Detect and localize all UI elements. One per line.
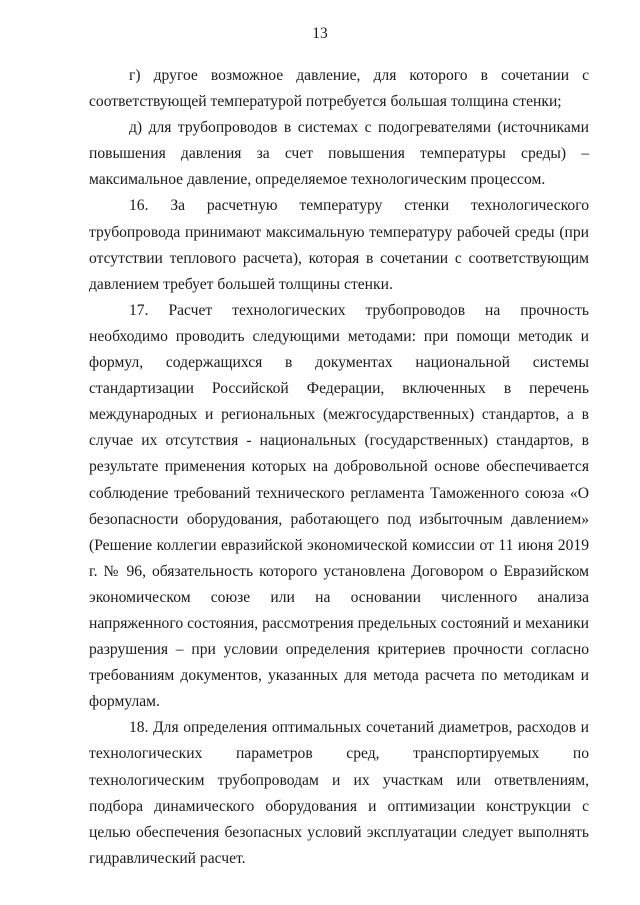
paragraph-17: 17. Расчет технологических трубопроводов на прочность необходимо проводить следующими методами: при помощи методик и формул, содержащихся в документах национальной системы стандартизации Российской Федерации, включенных в перечень международных и региональных (межгосударственных) стандартов, а в случае их отсутствия - национальных (государственных) стандартов, в результате применения которых на добровольной основе обеспечивается соблюдение требований технического регламента Таможенного союза «О безопасности оборудования, работающего под избыточным давлением» (Решение коллегии евразийской экономической комиссии от 11 июня 2019 г. № 96, обязательность которого установлена Договором о Евразийском экономическом союзе или на основании численного анализа напряженного состояния, рассмотрения предельных состояний и механики разрушения – при условии определения критериев прочности согласно требованиям документов, указанных для метода расчета по методикам и формулам. [89,301,589,711]
paragraph-item-g: г) другое возможное давление, для которого в сочетании с соответствующей температурой потребуется большая толщина стенки; [89,67,589,111]
paragraph-item-d: д) для трубопроводов в системах с подогревателями (источниками повышения давления за счет повышения температуры среды) – максимальное давление, определяемое технологическим процессом. [89,119,589,189]
document-body [89,63,589,872]
paragraph-18: 18. Для определения оптимальных сочетаний диаметров, расходов и технологических параметров сред, транспортируемых по технологическим трубопроводам и их участкам или ответвлениям, подбора динамического оборудования и оптимизации конструкции с целью обеспечения безопасных условий эксплуатации следует выполнять гидравлический расчет. [89,719,589,867]
page-number: 13 [312,25,328,42]
paragraph-16: 16. За расчетную температуру стенки технологического трубопровода принимают максимальную температуру рабочей среды (при отсутствии теплового расчета), которая в сочетании с соответствующим давлением требует большей толщины стенки. [89,197,589,293]
